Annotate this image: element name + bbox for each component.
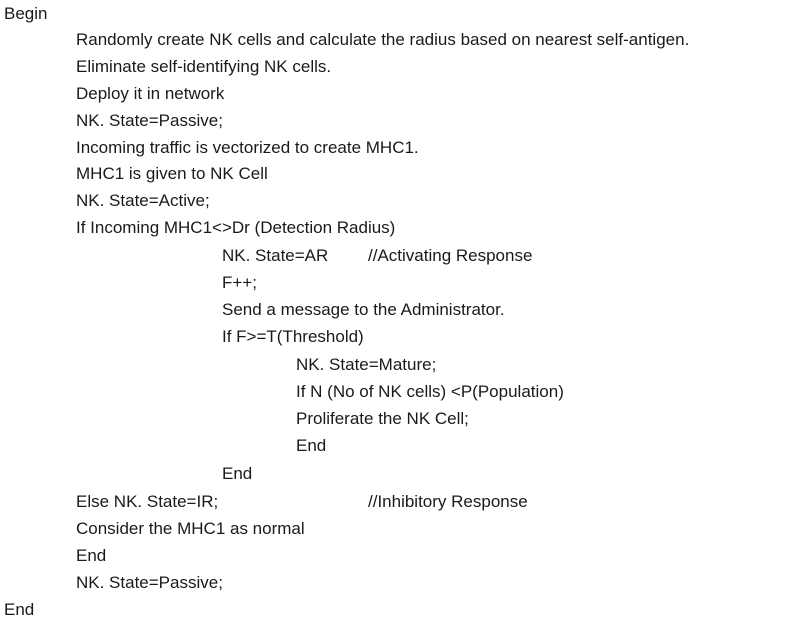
algo-line: NK. State=Passive; bbox=[76, 111, 223, 130]
algo-line: Eliminate self-identifying NK cells. bbox=[76, 57, 332, 76]
algo-line: NK. State=Active; bbox=[76, 191, 210, 210]
algo-line: End bbox=[296, 436, 327, 455]
algo-line: F++; bbox=[222, 273, 257, 292]
algo-line: Proliferate the NK Cell; bbox=[296, 409, 469, 428]
algo-line: NK. State=Mature; bbox=[296, 355, 437, 374]
algo-line: Incoming traffic is vectorized to create MHC1. bbox=[76, 138, 419, 157]
algo-line: End bbox=[4, 600, 35, 619]
comment-activating: //Activating Response bbox=[368, 246, 533, 265]
algo-line: Send a message to the Administrator. bbox=[222, 300, 505, 319]
algo-line: Else NK. State=IR; bbox=[76, 492, 219, 511]
comment-inhibitory: //Inhibitory Response bbox=[368, 492, 528, 511]
algo-line: MHC1 is given to NK Cell bbox=[76, 164, 268, 183]
algo-line: Consider the MHC1 as normal bbox=[76, 519, 305, 538]
algo-line: NK. State=AR bbox=[222, 246, 329, 265]
algo-line: Begin bbox=[4, 4, 48, 23]
algo-line: NK. State=Passive; bbox=[76, 573, 223, 592]
algo-line: If F>=T(Threshold) bbox=[222, 327, 364, 346]
algo-line: Randomly create NK cells and calculate the radius based on nearest self-antigen. bbox=[76, 30, 690, 49]
algo-line: Deploy it in network bbox=[76, 84, 225, 103]
algo-line: If Incoming MHC1<>Dr (Detection Radius) bbox=[76, 218, 396, 237]
algo-line: End bbox=[76, 546, 107, 565]
algo-line: End bbox=[222, 464, 253, 483]
algo-line: If N (No of NK cells) <P(Population) bbox=[296, 382, 564, 401]
